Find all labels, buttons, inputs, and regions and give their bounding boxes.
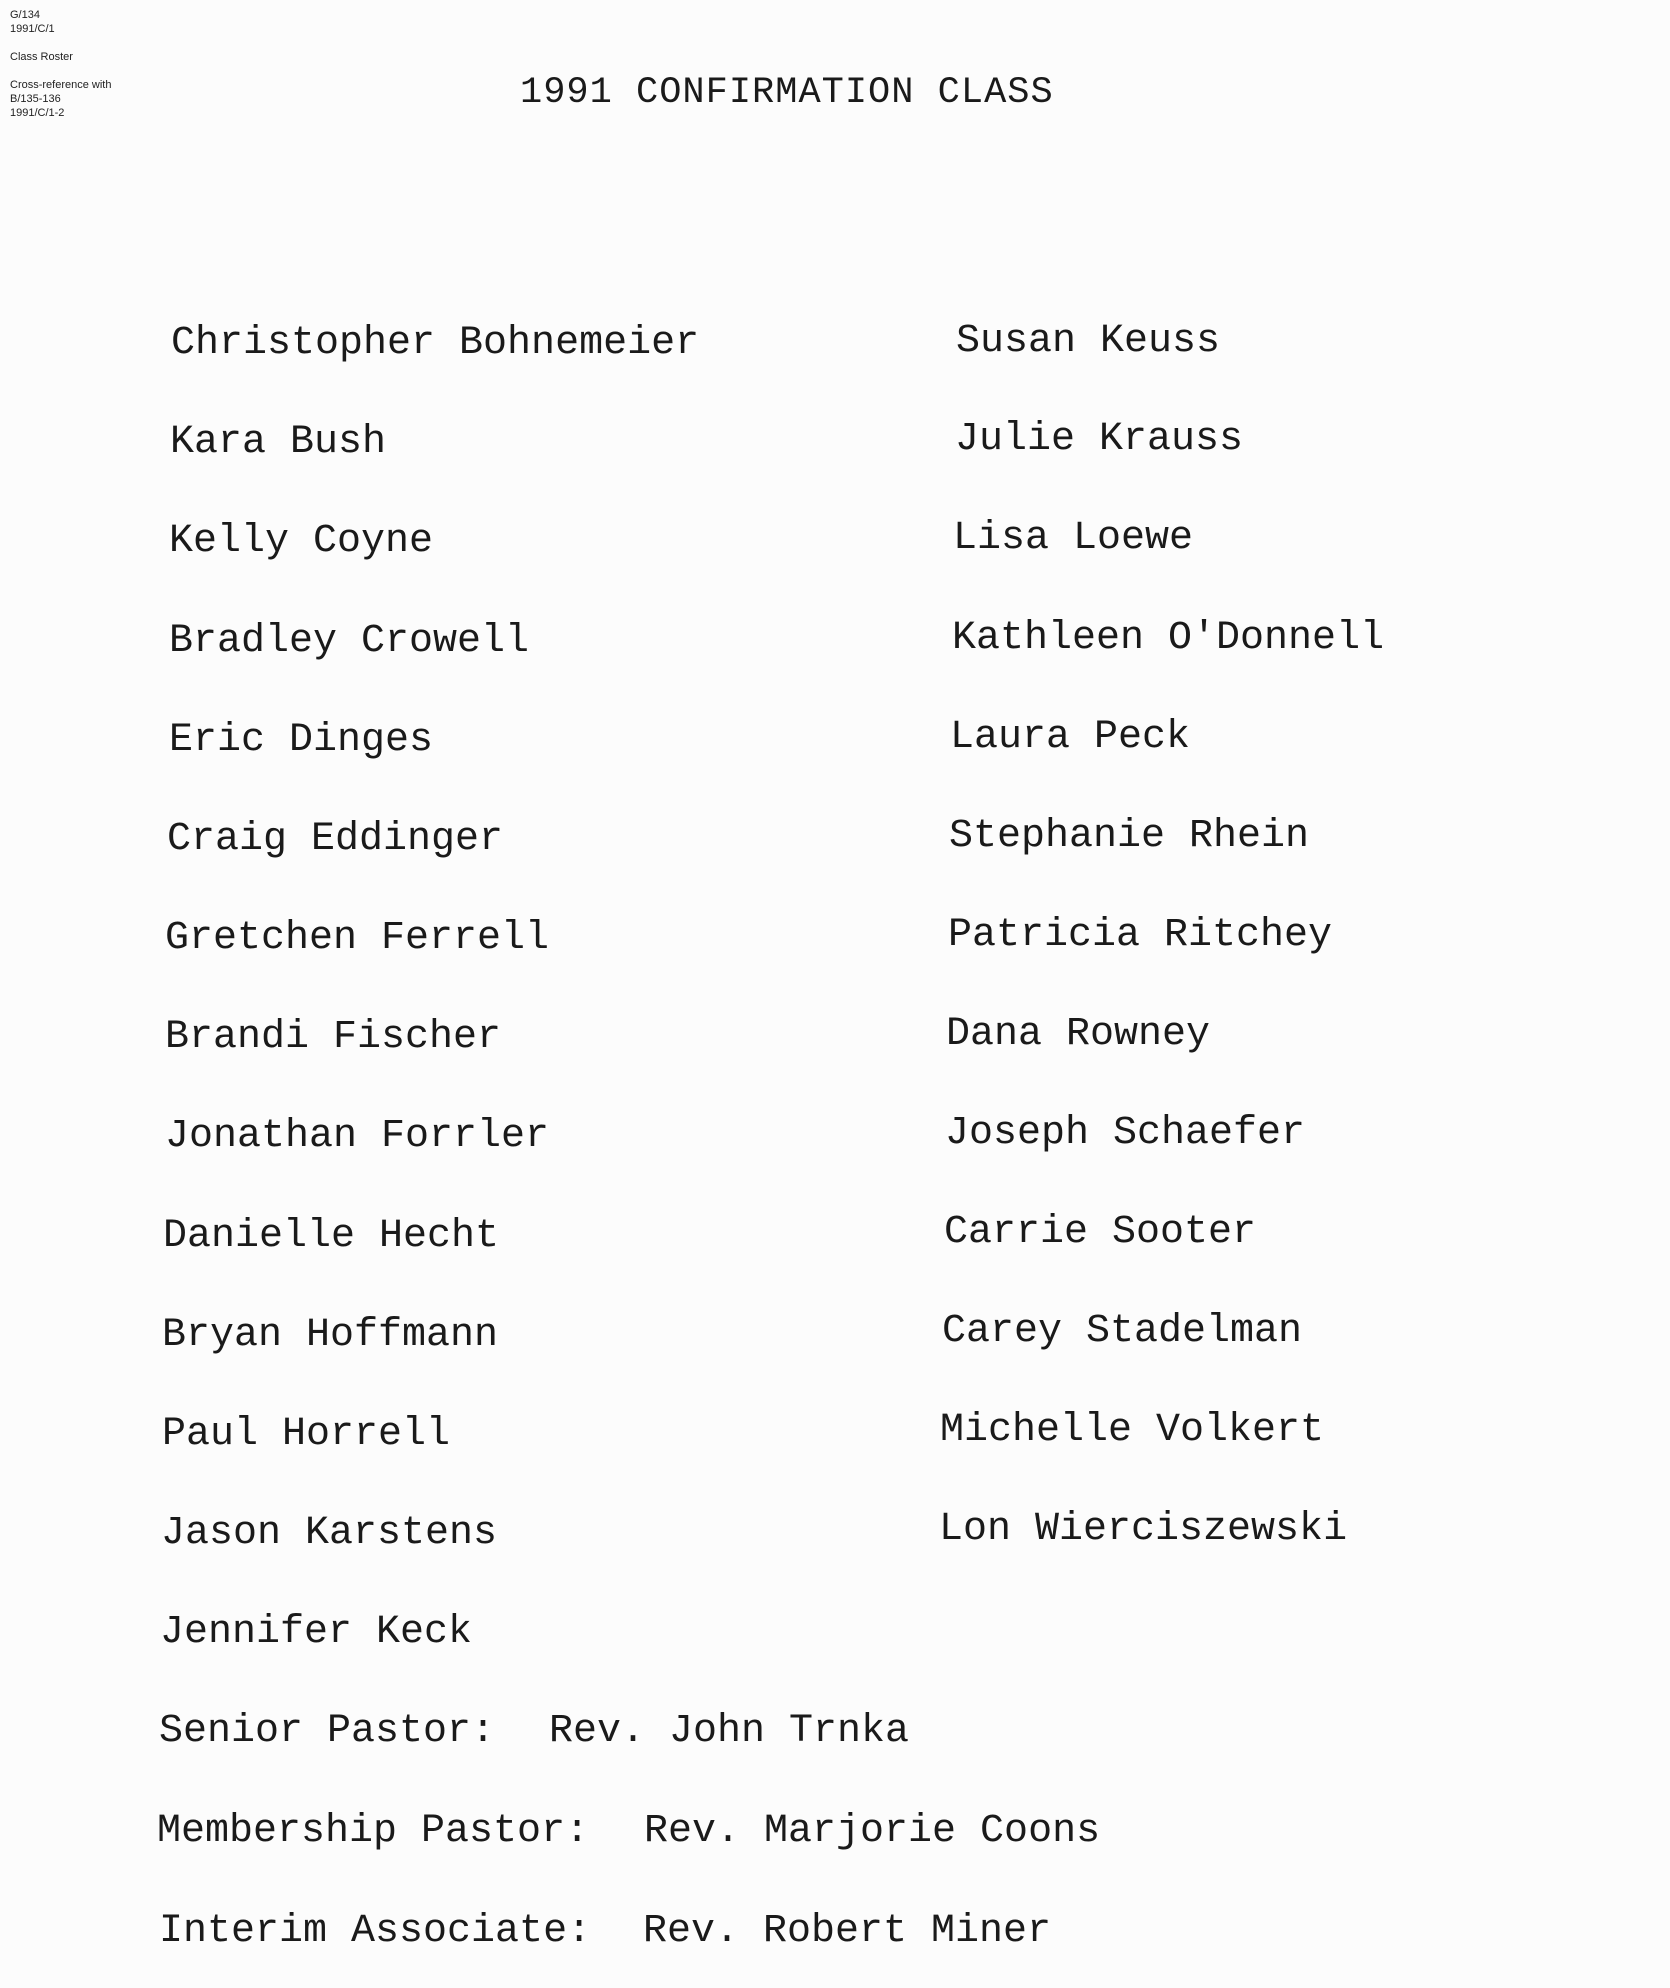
roster-name-right: Laura Peck [950,715,1191,760]
pastor-row [159,1709,1159,1757]
roster-name-right: Dana Rowney [946,1012,1211,1057]
roster-name-left: Bryan Hoffmann [162,1313,499,1358]
roster-name-right: Julie Krauss [955,417,1244,462]
archive-label: Class Roster [10,51,73,63]
roster-name-left: Kelly Coyne [169,519,434,564]
crossref-code: B/135-136 [10,93,61,105]
roster-name-left: Brandi Fischer [165,1015,502,1060]
pastor-role: Interim Associate: [159,1909,592,1954]
roster-name-left: Jason Karstens [161,1511,498,1556]
pastor-name: Rev. Marjorie Coons [644,1809,1101,1854]
roster-name-right: Joseph Schaefer [945,1111,1306,1156]
archive-notes [10,8,111,120]
roster-name-right: Lisa Loewe [953,516,1194,561]
crossref-code: 1991/C/1-2 [10,107,65,119]
archive-code: G/134 [10,9,40,21]
roster-name-right: Kathleen O'Donnell [952,616,1385,661]
spacer [10,36,111,50]
roster-name-right: Stephanie Rhein [949,814,1310,859]
roster-name-right: Michelle Volkert [940,1408,1325,1453]
roster-name-left: Bradley Crowell [169,619,530,664]
pastor-name: Rev. John Trnka [549,1709,910,1754]
roster-name-left: Danielle Hecht [163,1214,500,1259]
pastor-row [157,1809,1257,1857]
spacer [10,64,111,78]
roster-name-right: Lon Wierciszewski [939,1507,1348,1552]
roster-name-left: Eric Dinges [169,718,434,763]
archive-code: 1991/C/1 [10,23,55,35]
crossref-label: Cross-reference with [10,79,112,91]
pastor-name: Rev. Robert Miner [643,1909,1052,1954]
page-title: 1991 CONFIRMATION CLASS [520,72,1054,114]
pastor-role: Membership Pastor: [157,1809,590,1854]
roster-name-left: Craig Eddinger [167,817,504,862]
roster-name-left: Gretchen Ferrell [165,916,550,961]
roster-name-left: Paul Horrell [162,1412,451,1457]
pastor-role: Senior Pastor: [159,1709,496,1754]
roster-name-left: Jennifer Keck [160,1610,473,1655]
roster-name-left: Christopher Bohnemeier [171,321,700,366]
roster-name-right: Carey Stadelman [942,1309,1303,1354]
roster-name-left: Jonathan Forrler [165,1114,550,1159]
roster-name-right: Susan Keuss [956,319,1221,364]
roster-name-left: Kara Bush [170,420,387,465]
pastor-row [159,1909,1259,1957]
roster-name-right: Patricia Ritchey [948,913,1333,958]
roster-name-right: Carrie Sooter [944,1210,1257,1255]
